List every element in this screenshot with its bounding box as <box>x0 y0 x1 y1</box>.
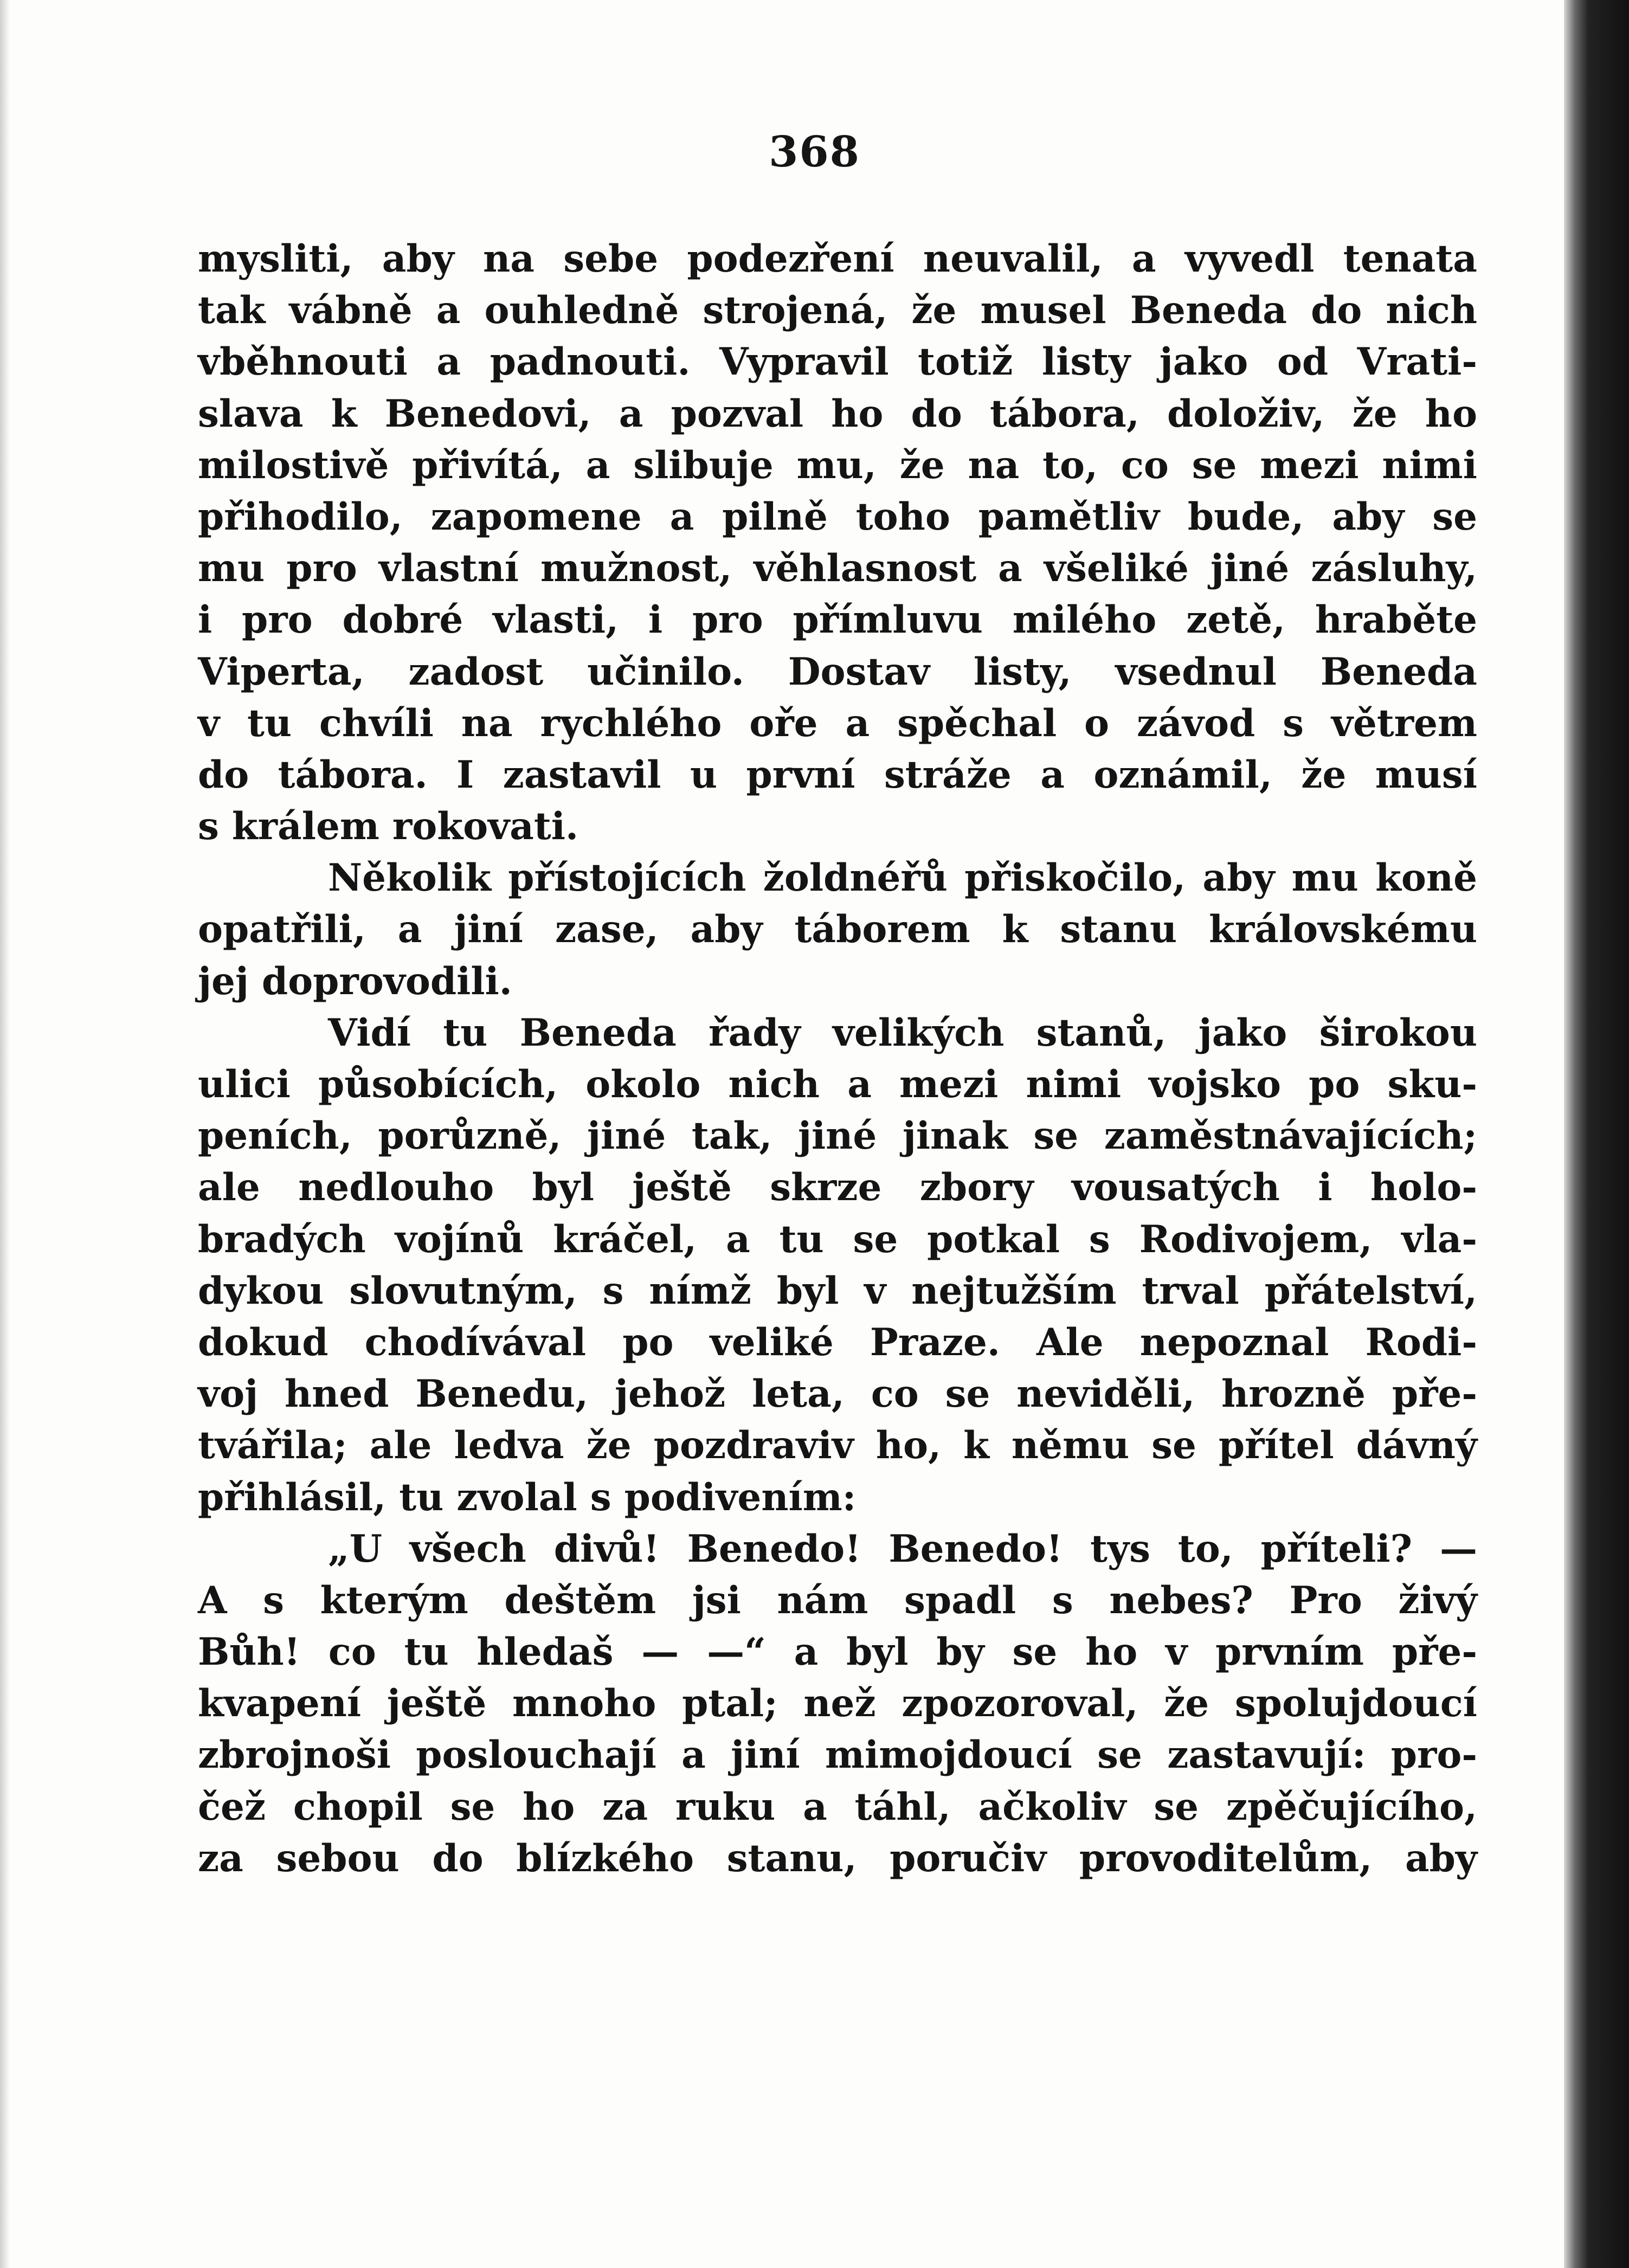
text-line: opatřili, a jiní zase, aby táborem k stanu královskému <box>198 907 1477 952</box>
text-line: vběhnouti a padnouti. Vypravil totiž listy jako od Vrati- <box>198 340 1477 384</box>
text-line: mu pro vlastní mužnost, věhlasnost a všeliké jiné zásluhy, <box>198 546 1477 591</box>
text-line: bradých vojínů kráčel, a tu se potkal s Rodivojem, vla- <box>198 1217 1477 1261</box>
text-line: peních, porůzně, jiné tak, jiné jinak se zaměstnávajících; <box>198 1114 1477 1158</box>
text-line: voj hned Benedu, jehož leta, co se neviděli, hrozně pře- <box>198 1372 1477 1416</box>
page-right-edge-shadow <box>1564 0 1629 2268</box>
body-text <box>198 233 1477 1884</box>
text-line: s králem rokovati. <box>198 804 578 849</box>
text-line: dokud chodívával po veliké Praze. Ale nepoznal Rodi- <box>198 1320 1477 1364</box>
text-line: A s kterým deštěm jsi nám spadl s nebes? Pro živý <box>198 1578 1477 1622</box>
text-line: přihodilo, zapomene a pilně toho pamětliv bude, aby se <box>198 494 1477 539</box>
text-line: ulici působících, okolo nich a mezi nimi vojsko po sku- <box>198 1062 1477 1106</box>
text-line: Vidí tu Beneda řady velikých stanů, jako širokou <box>328 1010 1477 1055</box>
text-line: do tábora. I zastavil u první stráže a oznámil, že musí <box>198 752 1477 797</box>
text-line: Několik přístojících žoldnéřů přiskočilo, aby mu koně <box>328 856 1477 900</box>
text-line: tvářila; ale ledva že pozdraviv ho, k němu se přítel dávný <box>198 1423 1477 1468</box>
text-line: mysliti, aby na sebe podezření neuvalil, a vyvedl tenata <box>198 237 1477 281</box>
text-line: i pro dobré vlasti, i pro přímluvu milého zetě, hraběte <box>198 598 1477 642</box>
text-line: milostivě přivítá, a slibuje mu, že na to, co se mezi nimi <box>198 443 1477 487</box>
text-line: ale nedlouho byl ještě skrze zbory vousatých i holo- <box>198 1165 1477 1210</box>
page-left-edge <box>0 0 10 2268</box>
page-number: 368 <box>769 127 860 177</box>
text-line: Bůh! co tu hledaš — —“ a byl by se ho v prvním pře- <box>198 1630 1477 1674</box>
text-line: jej doprovodili. <box>198 959 512 1003</box>
text-line: čež chopil se ho za ruku a táhl, ačkoliv se zpěčujícího, <box>198 1784 1477 1829</box>
text-line: tak vábně a ouhledně strojená, že musel Beneda do nich <box>198 288 1477 333</box>
text-line: za sebou do blízkého stanu, poručiv provoditelům, aby <box>198 1836 1477 1880</box>
text-line: přihlásil, tu zvolal s podivením: <box>198 1475 857 1519</box>
text-line: slava k Benedovi, a pozval ho do tábora, doloživ, že ho <box>198 391 1477 436</box>
text-line: v tu chvíli na rychlého oře a spěchal o závod s větrem <box>198 701 1477 745</box>
text-line: Viperta, zadost učinilo. Dostav listy, vsednul Beneda <box>198 649 1477 694</box>
text-line: dykou slovutným, s nímž byl v nejtužším trval přátelství, <box>198 1268 1477 1313</box>
text-line: zbrojnoši poslouchají a jiní mimojdoucí se zastavují: pro- <box>198 1733 1477 1777</box>
text-line: „U všech divů! Benedo! Benedo! tys to, příteli? — <box>328 1526 1477 1571</box>
text-line: kvapení ještě mnoho ptal; než zpozoroval, že spolujdoucí <box>198 1681 1477 1726</box>
